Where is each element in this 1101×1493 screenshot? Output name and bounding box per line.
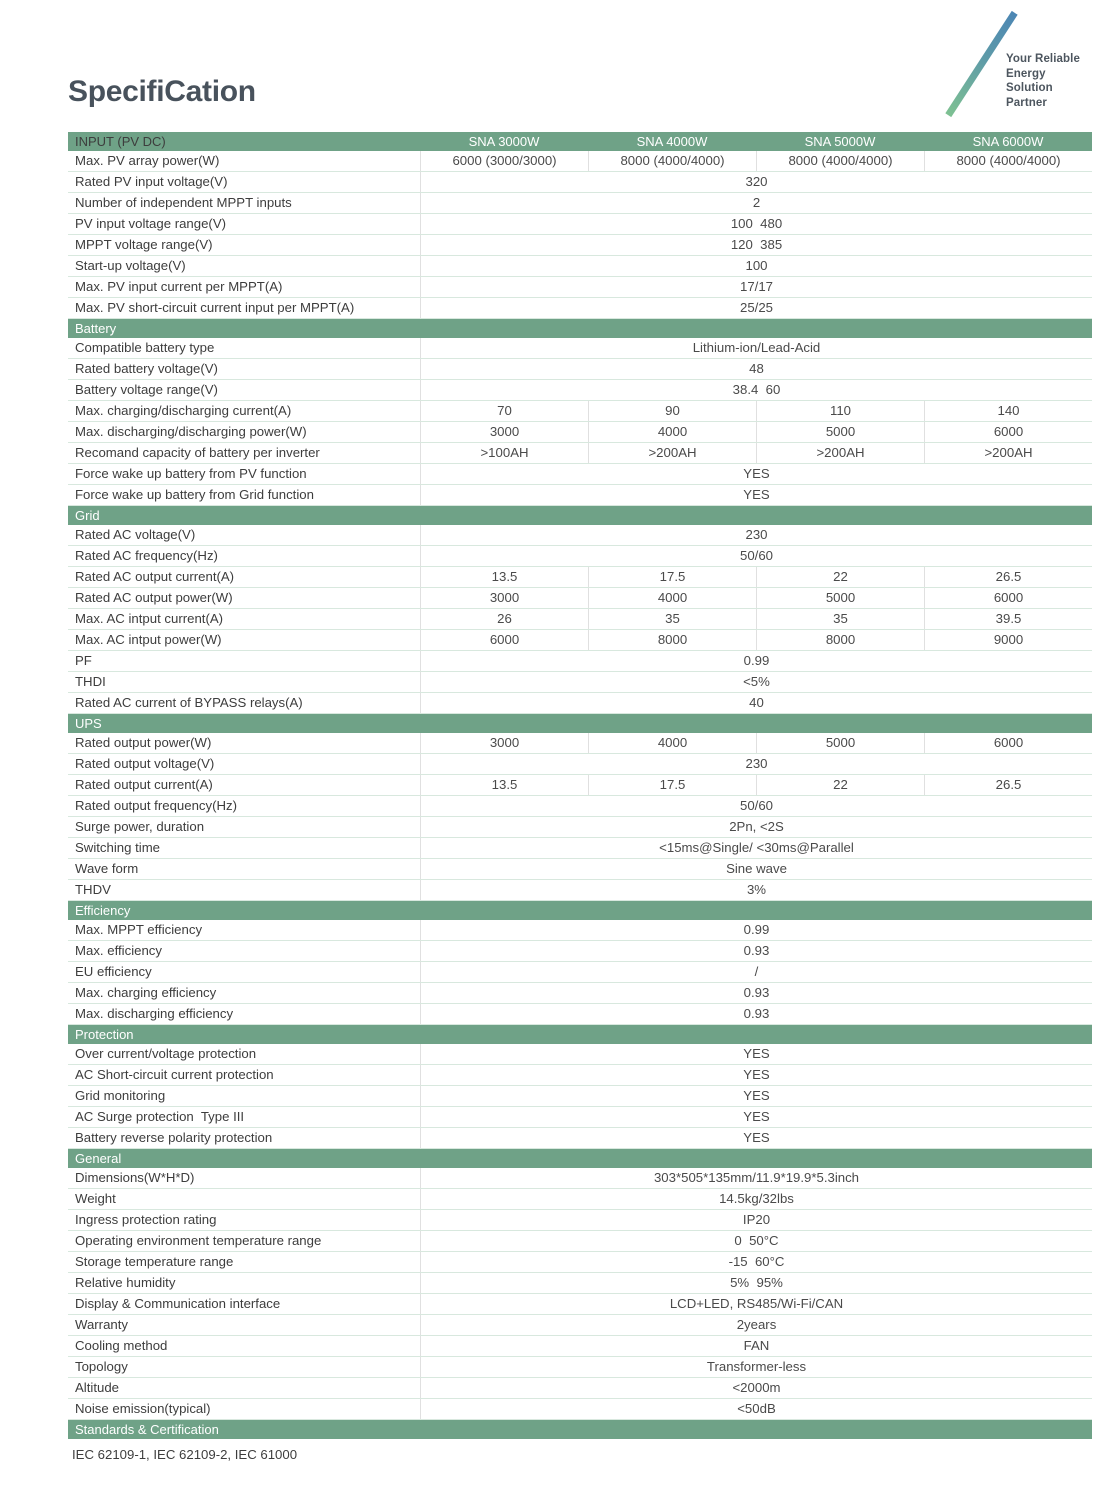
spec-row-value: 8000 xyxy=(588,630,756,650)
spec-row-label: Relative humidity xyxy=(75,1274,176,1290)
spec-row-value: 303*505*135mm/11.9*19.9*5.3inch xyxy=(420,1168,1092,1188)
spec-row xyxy=(68,1294,1092,1315)
spec-row xyxy=(68,359,1092,380)
logo-tagline xyxy=(1006,52,1093,110)
page-title: SpecifiCation xyxy=(68,75,256,108)
spec-row xyxy=(68,796,1092,817)
spec-row-value: 6000 xyxy=(924,422,1092,442)
spec-row xyxy=(68,817,1092,838)
spec-row-label: Max. charging efficiency xyxy=(75,984,217,1000)
spec-row xyxy=(68,172,1092,193)
spec-row-value: 3000 xyxy=(420,733,588,753)
column-header-sna-4000w: SNA 4000W xyxy=(636,133,708,149)
spec-row xyxy=(68,1107,1092,1128)
spec-row xyxy=(68,733,1092,754)
logo-tagline-line3: Partner xyxy=(1006,96,1047,109)
spec-row xyxy=(68,401,1092,422)
section-header: Standards & Certification xyxy=(68,1420,1092,1439)
spec-row-value: 39.5 xyxy=(924,609,1092,629)
spec-row-value: 2years xyxy=(420,1315,1092,1335)
spec-row-label: Altitude xyxy=(75,1379,119,1395)
spec-row-label: MPPT voltage range(V) xyxy=(75,236,213,252)
spec-row-value: Lithium-ion/Lead-Acid xyxy=(420,338,1092,358)
spec-row-value: 38.4 60 xyxy=(420,380,1092,400)
spec-row-value: >100AH xyxy=(420,443,588,463)
spec-row-value: 9000 xyxy=(924,630,1092,650)
spec-row-value: <15ms@Single/ <30ms@Parallel xyxy=(420,838,1092,858)
spec-row-value: 90 xyxy=(588,401,756,421)
spec-row-label: THDI xyxy=(75,673,106,689)
column-header-sna-3000w: SNA 3000W xyxy=(468,133,540,149)
spec-row xyxy=(68,443,1092,464)
spec-row-label: PF xyxy=(75,652,92,668)
spec-row-value: 0 50°C xyxy=(420,1231,1092,1251)
column-header-sna-6000w: SNA 6000W xyxy=(972,133,1044,149)
spec-row-label: Battery voltage range(V) xyxy=(75,381,218,397)
spec-row xyxy=(68,588,1092,609)
spec-row-value: FAN xyxy=(420,1336,1092,1356)
spec-row-value: 6000 (3000/3000) xyxy=(420,151,588,171)
section-header: Protection xyxy=(68,1025,1092,1044)
spec-row-value: 35 xyxy=(756,609,924,629)
spec-row-label: Rated PV input voltage(V) xyxy=(75,173,228,189)
spec-row xyxy=(68,525,1092,546)
spec-row-label: Weight xyxy=(75,1190,116,1206)
spec-row-value: 140 xyxy=(924,401,1092,421)
spec-row-label: AC Short-circuit current protection xyxy=(75,1066,274,1082)
spec-row xyxy=(68,567,1092,588)
spec-row-value: YES xyxy=(420,1086,1092,1106)
spec-row-label: Max. PV input current per MPPT(A) xyxy=(75,278,283,294)
column-header-sna-5000w: SNA 5000W xyxy=(804,133,876,149)
spec-row-value: 13.5 xyxy=(420,567,588,587)
spec-row-label: AC Surge protection Type III xyxy=(75,1108,245,1124)
spec-row-label: Max. MPPT efficiency xyxy=(75,921,203,937)
spec-row-value: IP20 xyxy=(420,1210,1092,1230)
spec-row-value: 8000 (4000/4000) xyxy=(588,151,756,171)
spec-row-value: 4000 xyxy=(588,422,756,442)
spec-row xyxy=(68,1315,1092,1336)
spec-row-label: Max. discharging efficiency xyxy=(75,1005,234,1021)
spec-row xyxy=(68,422,1092,443)
spec-row-value: 70 xyxy=(420,401,588,421)
spec-row xyxy=(68,609,1092,630)
spec-row-value: 17.5 xyxy=(588,567,756,587)
spec-row-value: 26 xyxy=(420,609,588,629)
spec-row-value: YES xyxy=(420,1107,1092,1127)
spec-row xyxy=(68,1004,1092,1025)
section-header: Battery xyxy=(68,319,1092,338)
spec-row-label: Number of independent MPPT inputs xyxy=(75,194,292,210)
spec-row xyxy=(68,277,1092,298)
spec-row xyxy=(68,1378,1092,1399)
spec-row-value: 5000 xyxy=(756,733,924,753)
spec-table-rows xyxy=(68,151,1092,1439)
brand-logo xyxy=(938,8,1093,123)
spec-row-value: >200AH xyxy=(588,443,756,463)
spec-row-label: Rated battery voltage(V) xyxy=(75,360,218,376)
spec-row xyxy=(68,1273,1092,1294)
spec-row-value: 5000 xyxy=(756,422,924,442)
spec-row-value: 320 xyxy=(420,172,1092,192)
spec-row xyxy=(68,859,1092,880)
spec-row xyxy=(68,672,1092,693)
spec-row-value: 35 xyxy=(588,609,756,629)
spec-row-value: 6000 xyxy=(420,630,588,650)
spec-row-label: Force wake up battery from Grid function xyxy=(75,486,314,502)
spec-row-label: Ingress protection rating xyxy=(75,1211,217,1227)
spec-row xyxy=(68,214,1092,235)
spec-row-label: Recomand capacity of battery per inverter xyxy=(75,444,320,460)
spec-row-value: 100 xyxy=(420,256,1092,276)
spec-row xyxy=(68,193,1092,214)
spec-row-value: 25/25 xyxy=(420,298,1092,318)
spec-row-label: Rated AC frequency(Hz) xyxy=(75,547,218,563)
spec-row xyxy=(68,1189,1092,1210)
spec-row-value: 22 xyxy=(756,775,924,795)
spec-row-label: Rated AC output power(W) xyxy=(75,589,233,605)
spec-row-value: 17/17 xyxy=(420,277,1092,297)
spec-row-label: Battery reverse polarity protection xyxy=(75,1129,273,1145)
spec-row-value: 0.99 xyxy=(420,920,1092,940)
spec-row-value: 3000 xyxy=(420,588,588,608)
spec-row-label: Max. PV array power(W) xyxy=(75,152,220,168)
spec-row xyxy=(68,1044,1092,1065)
spec-row-value: 100 480 xyxy=(420,214,1092,234)
spec-row-value: YES xyxy=(420,1128,1092,1148)
spec-row-label: Switching time xyxy=(75,839,161,855)
spec-row-label: Topology xyxy=(75,1358,128,1374)
spec-row-value: -15 60°C xyxy=(420,1252,1092,1272)
spec-row-value: 6000 xyxy=(924,588,1092,608)
spec-row-label: Display & Communication interface xyxy=(75,1295,281,1311)
spec-row-label: Rated output power(W) xyxy=(75,734,212,750)
spec-row-value: 0.93 xyxy=(420,941,1092,961)
spec-row-value: 4000 xyxy=(588,588,756,608)
spec-row-label: Rated output current(A) xyxy=(75,776,213,792)
spec-row-label: Surge power, duration xyxy=(75,818,205,834)
spec-row xyxy=(68,338,1092,359)
spec-row-value: 2 xyxy=(420,193,1092,213)
spec-row-value: Transformer-less xyxy=(420,1357,1092,1377)
section-header: Grid xyxy=(68,506,1092,525)
spec-row xyxy=(68,630,1092,651)
spec-row-label: Max. AC intput current(A) xyxy=(75,610,224,626)
spec-row-label: Rated AC output current(A) xyxy=(75,568,235,584)
spec-row-value: 5% 95% xyxy=(420,1273,1092,1293)
spec-row xyxy=(68,1252,1092,1273)
spec-row-label: THDV xyxy=(75,881,111,897)
spec-row-label: Dimensions(W*H*D) xyxy=(75,1169,195,1185)
spec-row xyxy=(68,651,1092,672)
spec-row-label: Max. AC intput power(W) xyxy=(75,631,222,647)
spec-row-label: Wave form xyxy=(75,860,139,876)
spec-row-label: Max. PV short-circuit current input per MPPT(A) xyxy=(75,299,355,315)
logo-tagline-line2: Energy Solution xyxy=(1006,67,1053,94)
spec-row-value: <50dB xyxy=(420,1399,1092,1419)
section-header: Efficiency xyxy=(68,901,1092,920)
spec-row-label: Max. discharging/discharging power(W) xyxy=(75,423,307,439)
spec-row-label: Warranty xyxy=(75,1316,129,1332)
spec-row-value: 50/60 xyxy=(420,796,1092,816)
spec-row xyxy=(68,693,1092,714)
spec-row-value: 26.5 xyxy=(924,775,1092,795)
spec-row-value: 6000 xyxy=(924,733,1092,753)
spec-row-value: 17.5 xyxy=(588,775,756,795)
spec-row-value: 120 385 xyxy=(420,235,1092,255)
spec-row-value: 8000 (4000/4000) xyxy=(756,151,924,171)
spec-row-value: 48 xyxy=(420,359,1092,379)
spec-row-value: 3000 xyxy=(420,422,588,442)
spec-row-value: <2000m xyxy=(420,1378,1092,1398)
spec-row-label: Storage temperature range xyxy=(75,1253,234,1269)
section-header: General xyxy=(68,1149,1092,1168)
spec-row-value: 26.5 xyxy=(924,567,1092,587)
spec-row-value: 5000 xyxy=(756,588,924,608)
spec-row-value: 0.93 xyxy=(420,1004,1092,1024)
spec-table xyxy=(68,132,1092,1439)
standards-certification-text: IEC 62109-1, IEC 62109-2, IEC 61000 xyxy=(72,1446,298,1462)
spec-row xyxy=(68,880,1092,901)
spec-row-label: Over current/voltage protection xyxy=(75,1045,257,1061)
spec-row-label: Rated AC voltage(V) xyxy=(75,526,196,542)
spec-row-label: Start-up voltage(V) xyxy=(75,257,186,273)
spec-row-label: PV input voltage range(V) xyxy=(75,215,227,231)
spec-row-label: Cooling method xyxy=(75,1337,168,1353)
spec-row-label: Noise emission(typical) xyxy=(75,1400,211,1416)
spec-row xyxy=(68,1086,1092,1107)
spec-row xyxy=(68,1399,1092,1420)
spec-row-label: Rated output voltage(V) xyxy=(75,755,215,771)
spec-row-value: YES xyxy=(420,485,1092,505)
spec-row-value: 50/60 xyxy=(420,546,1092,566)
spec-row-value: 2Pn, <2S xyxy=(420,817,1092,837)
spec-row xyxy=(68,151,1092,172)
spec-row-value: 230 xyxy=(420,525,1092,545)
spec-row xyxy=(68,1231,1092,1252)
spec-row-value: 13.5 xyxy=(420,775,588,795)
spec-row-label: EU efficiency xyxy=(75,963,152,979)
spec-row-value: 4000 xyxy=(588,733,756,753)
spec-row-value: 8000 (4000/4000) xyxy=(924,151,1092,171)
spec-row-label: Compatible battery type xyxy=(75,339,215,355)
spec-row-value: 0.99 xyxy=(420,651,1092,671)
spec-row-value: Sine wave xyxy=(420,859,1092,879)
spec-row-value: 40 xyxy=(420,693,1092,713)
spec-row-value: 110 xyxy=(756,401,924,421)
spec-row-value: 14.5kg/32lbs xyxy=(420,1189,1092,1209)
spec-row xyxy=(68,546,1092,567)
spec-row-value: LCD+LED, RS485/Wi-Fi/CAN xyxy=(420,1294,1092,1314)
spec-row xyxy=(68,775,1092,796)
spec-row-label: Force wake up battery from PV function xyxy=(75,465,307,481)
spec-row xyxy=(68,1128,1092,1149)
column-header-input-pv-dc: INPUT (PV DC) xyxy=(75,133,166,149)
spec-row xyxy=(68,256,1092,277)
spec-row xyxy=(68,464,1092,485)
spec-row-label: Max. charging/discharging current(A) xyxy=(75,402,292,418)
spec-row xyxy=(68,1065,1092,1086)
spec-row xyxy=(68,838,1092,859)
spec-row-value: / xyxy=(420,962,1092,982)
spec-row-value: <5% xyxy=(420,672,1092,692)
spec-row-value: YES xyxy=(420,464,1092,484)
logo-tagline-line1: Your Reliable xyxy=(1006,53,1080,65)
spec-row xyxy=(68,1357,1092,1378)
spec-row xyxy=(68,485,1092,506)
spec-row xyxy=(68,298,1092,319)
spec-row xyxy=(68,941,1092,962)
spec-row-value: 8000 xyxy=(756,630,924,650)
spec-row xyxy=(68,920,1092,941)
spec-row-value: YES xyxy=(420,1044,1092,1064)
spec-row-value: 230 xyxy=(420,754,1092,774)
section-header: UPS xyxy=(68,714,1092,733)
spec-row xyxy=(68,1336,1092,1357)
spec-row xyxy=(68,380,1092,401)
spec-row xyxy=(68,1210,1092,1231)
spec-row-value: >200AH xyxy=(924,443,1092,463)
spec-row-value: 0.93 xyxy=(420,983,1092,1003)
table-header-row xyxy=(68,132,1092,151)
spec-row xyxy=(68,235,1092,256)
spec-row-label: Operating environment temperature range xyxy=(75,1232,322,1248)
spec-row-value: 22 xyxy=(756,567,924,587)
spec-row-label: Max. efficiency xyxy=(75,942,162,958)
spec-row-value: YES xyxy=(420,1065,1092,1085)
spec-row xyxy=(68,983,1092,1004)
spec-row-value: >200AH xyxy=(756,443,924,463)
spec-row-value: 3% xyxy=(420,880,1092,900)
spec-row xyxy=(68,1168,1092,1189)
spec-row-label: Rated AC current of BYPASS relays(A) xyxy=(75,694,303,710)
spec-row-label: Rated output frequency(Hz) xyxy=(75,797,237,813)
spec-row-label: Grid monitoring xyxy=(75,1087,166,1103)
spec-row xyxy=(68,754,1092,775)
spec-row xyxy=(68,962,1092,983)
